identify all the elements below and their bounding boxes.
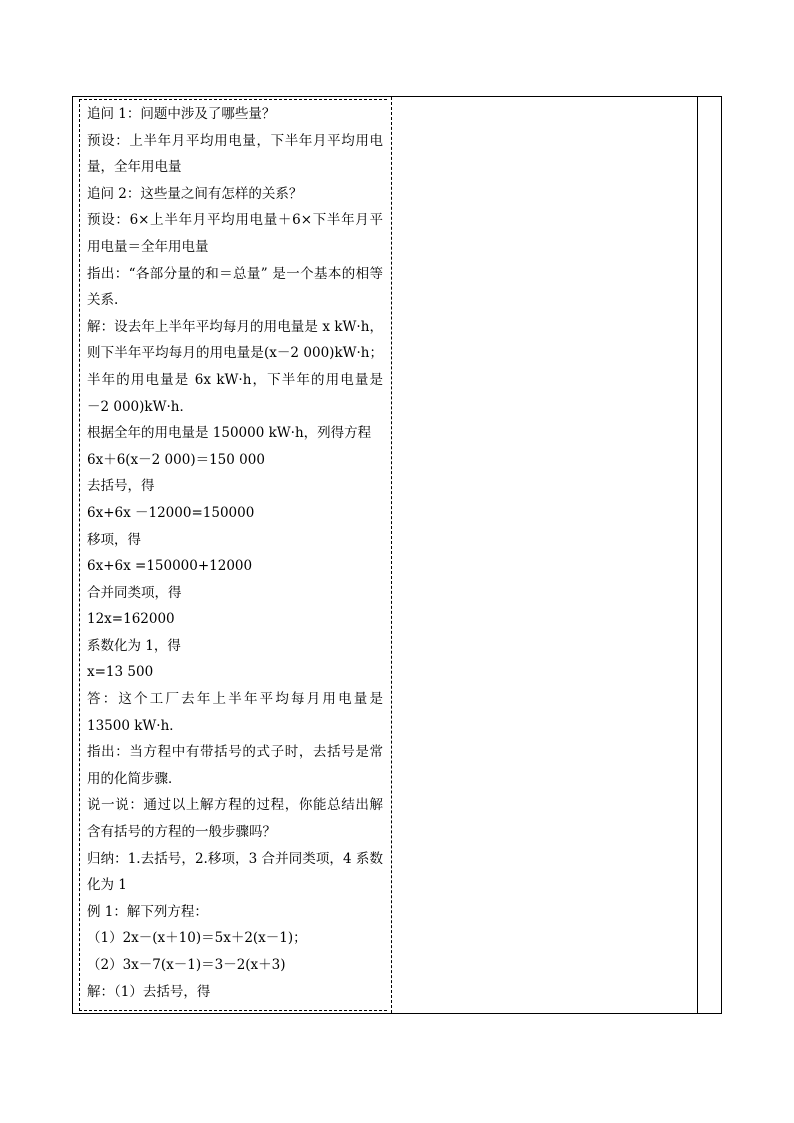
- text-line: 化为 1: [87, 877, 127, 894]
- text-line: 追问 2：这些量之间有怎样的关系？: [87, 185, 303, 202]
- text-line: 系数化为 1，得: [87, 637, 181, 654]
- text-line: 用电量＝全年用电量: [87, 238, 209, 255]
- text-line: 解：设去年上半年平均每月的用电量是 x kW·h，: [87, 318, 383, 335]
- text-line: －2 000)kW·h．: [87, 398, 193, 415]
- lesson-table: [72, 96, 722, 1014]
- notes-cell: [699, 97, 721, 1013]
- text-line: 6x＋6(x－2 000)＝150 000: [87, 451, 265, 468]
- text-line: 说一说：通过以上解方程的过程，你能总结出解: [87, 797, 383, 814]
- text-line: 合并同类项，得: [87, 584, 182, 601]
- text-line: 关系.: [87, 292, 119, 309]
- design-intent-cell: [393, 97, 695, 1013]
- text-line: 含有括号的方程的一般步骤吗？: [87, 824, 276, 841]
- text-line: 12x=162000: [87, 611, 175, 628]
- cell-border-left: [79, 99, 80, 1011]
- text-line: 6x+6x =150000+12000: [87, 558, 253, 575]
- text-line: 半年的用电量是 6x kW·h，下半年的用电量是: [87, 371, 383, 388]
- text-line: 根据全年的用电量是 150000 kW·h，列得方程: [87, 425, 372, 442]
- text-line: 量，全年用电量: [87, 159, 182, 176]
- column-divider-main: [391, 97, 392, 1013]
- text-line: 则下半年平均每月的用电量是(x－2 000)kW·h；: [87, 345, 383, 362]
- text-line: x=13 500: [87, 664, 154, 681]
- text-line: 预设：6×上半年月平均用电量＋6×下半年月平: [87, 212, 383, 229]
- text-line: 13500 kW·h．: [87, 717, 183, 734]
- text-line: 移项，得: [87, 531, 141, 548]
- text-line: 预设：上半年月平均用电量，下半年月平均用电: [87, 132, 383, 149]
- text-line: （1）2x－(x＋10)＝5x＋2(x－1)；: [87, 930, 307, 947]
- cell-border-top: [79, 99, 387, 100]
- text-line: （2）3x－7(x－1)＝3－2(x＋3): [87, 957, 286, 973]
- text-line: 去括号，得: [87, 478, 155, 495]
- text-line: 指出：当方程中有带括号的式子时，去括号是常: [87, 744, 383, 761]
- text-line: 答：这个工厂去年上半年平均每月用电量是: [87, 691, 383, 708]
- text-line: 归纳：1.去括号，2.移项，3 合并同类项，4 系数: [87, 850, 383, 867]
- text-line: 解：（1）去括号，得: [87, 983, 211, 1000]
- text-line: 指出：“各部分量的和＝总量” 是一个基本的相等: [87, 265, 383, 282]
- text-line: 用的化简步骤．: [87, 770, 182, 787]
- text-line: 例 1：解下列方程：: [87, 903, 208, 920]
- text-line: 追问 1：问题中涉及了哪些量？: [87, 106, 276, 122]
- cell-border-bottom: [79, 1010, 387, 1011]
- teaching-process-cell: [87, 101, 383, 1005]
- text-line: 6x+6x －12000=150000: [87, 504, 255, 521]
- column-divider-notes: [697, 97, 698, 1013]
